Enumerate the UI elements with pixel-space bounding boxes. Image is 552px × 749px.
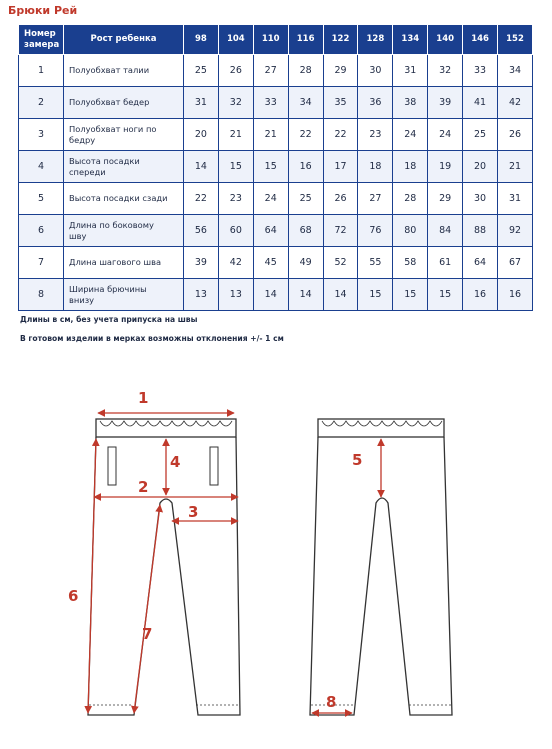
cell-value: 25: [288, 183, 323, 215]
cell-value: 64: [463, 247, 498, 279]
header-size: 128: [358, 25, 393, 55]
cell-value: 15: [218, 151, 253, 183]
cell-value: 14: [253, 279, 288, 311]
cell-value: 42: [498, 87, 533, 119]
cell-value: 16: [498, 279, 533, 311]
cell-value: 67: [498, 247, 533, 279]
parameter-name-line: Полуобхват талии: [69, 65, 150, 75]
cell-parameter-name: [64, 119, 184, 151]
cell-value: 20: [184, 119, 219, 151]
parameter-name-line: Высота посадки сзади: [69, 193, 168, 203]
cell-value: 16: [288, 151, 323, 183]
cell-value: 26: [218, 55, 253, 87]
page-title: Брюки Рей: [8, 4, 78, 17]
cell-measure-number: 1: [19, 55, 64, 87]
cell-value: 28: [288, 55, 323, 87]
pants-front: [88, 419, 240, 715]
cell-value: 26: [498, 119, 533, 151]
cell-value: 31: [498, 183, 533, 215]
cell-value: 31: [184, 87, 219, 119]
note-tolerance: В готовом изделии в мерках возможны отклонения +/- 1 см: [20, 334, 284, 343]
cell-value: 58: [393, 247, 428, 279]
measure-label-2: 2: [138, 478, 149, 496]
header-size: 146: [463, 25, 498, 55]
cell-value: 80: [393, 215, 428, 247]
cell-value: 21: [498, 151, 533, 183]
cell-value: 22: [323, 119, 358, 151]
cell-measure-number: 2: [19, 87, 64, 119]
header-size: 104: [218, 25, 253, 55]
header-size: 98: [184, 25, 219, 55]
measure-label-1: 1: [138, 389, 149, 407]
cell-value: 28: [393, 183, 428, 215]
table-row: [19, 87, 533, 119]
cell-value: 14: [184, 151, 219, 183]
cell-value: 27: [253, 55, 288, 87]
size-table: [18, 24, 533, 311]
cell-measure-number: 5: [19, 183, 64, 215]
measure-label-5: 5: [352, 451, 363, 469]
cell-value: 64: [253, 215, 288, 247]
cell-value: 45: [253, 247, 288, 279]
back-waistband-gathers: [322, 421, 442, 426]
cell-value: 33: [253, 87, 288, 119]
table-row: [19, 279, 533, 311]
cell-value: 14: [288, 279, 323, 311]
header-num-line2: замера: [24, 39, 60, 50]
cell-measure-number: 6: [19, 215, 64, 247]
cell-value: 22: [184, 183, 219, 215]
header-size: 116: [288, 25, 323, 55]
table-row: [19, 215, 533, 247]
cell-value: 16: [463, 279, 498, 311]
cell-value: 39: [184, 247, 219, 279]
header-measure-number: [19, 25, 64, 55]
cell-value: 32: [218, 87, 253, 119]
parameter-name-line: внизу: [69, 294, 95, 305]
cell-value: 18: [393, 151, 428, 183]
parameter-name-line: Длина шагового шва: [69, 257, 162, 267]
front-pants-outline: [88, 437, 240, 715]
pants-drawing: [0, 355, 552, 749]
measure-label-7: 7: [142, 625, 153, 643]
parameter-name-line: Полуобхват ноги по: [69, 123, 157, 134]
cell-value: 84: [428, 215, 463, 247]
cell-value: 18: [358, 151, 393, 183]
parameter-name-line: Длина по боковому: [69, 219, 154, 230]
cell-value: 60: [218, 215, 253, 247]
table-row: [19, 55, 533, 87]
cell-measure-number: 8: [19, 279, 64, 311]
measure-label-8: 8: [326, 693, 337, 711]
cell-value: 36: [358, 87, 393, 119]
cell-value: 22: [288, 119, 323, 151]
measure-line-7: [134, 505, 160, 713]
cell-value: 29: [428, 183, 463, 215]
cell-value: 32: [428, 55, 463, 87]
cell-value: 34: [288, 87, 323, 119]
cell-parameter-name: [64, 279, 184, 311]
cell-value: 29: [323, 55, 358, 87]
parameter-name-line: Высота посадки: [69, 155, 140, 166]
cell-value: 24: [428, 119, 463, 151]
cell-value: 25: [463, 119, 498, 151]
cell-value: 35: [323, 87, 358, 119]
cell-parameter-name: [64, 183, 184, 215]
front-waistband-gathers: [100, 421, 232, 426]
header-size: 122: [323, 25, 358, 55]
cell-value: 92: [498, 215, 533, 247]
cell-value: 55: [358, 247, 393, 279]
cell-value: 61: [428, 247, 463, 279]
table-header-row: [19, 25, 533, 55]
cell-value: 17: [323, 151, 358, 183]
front-left-pocket: [108, 447, 116, 485]
cell-value: 15: [358, 279, 393, 311]
measure-label-4: 4: [170, 453, 181, 471]
cell-value: 19: [428, 151, 463, 183]
front-waistband: [96, 419, 236, 437]
cell-value: 21: [218, 119, 253, 151]
back-measure-lines: [312, 439, 381, 713]
cell-value: 52: [323, 247, 358, 279]
header-size: 134: [393, 25, 428, 55]
header-size: 110: [253, 25, 288, 55]
cell-value: 13: [184, 279, 219, 311]
measure-line-6: [88, 439, 96, 713]
cell-value: 24: [393, 119, 428, 151]
cell-value: 41: [463, 87, 498, 119]
cell-value: 30: [463, 183, 498, 215]
cell-value: 27: [358, 183, 393, 215]
cell-value: 39: [428, 87, 463, 119]
front-right-pocket: [210, 447, 218, 485]
table-row: [19, 151, 533, 183]
cell-value: 76: [358, 215, 393, 247]
parameter-name-line: бедру: [69, 134, 96, 145]
table-row: [19, 247, 533, 279]
measure-label-6: 6: [68, 587, 79, 605]
cell-parameter-name: [64, 247, 184, 279]
cell-value: 72: [323, 215, 358, 247]
cell-value: 49: [288, 247, 323, 279]
cell-parameter-name: [64, 55, 184, 87]
cell-value: 38: [393, 87, 428, 119]
header-size: 140: [428, 25, 463, 55]
cell-value: 88: [463, 215, 498, 247]
cell-value: 15: [253, 151, 288, 183]
back-waistband: [318, 419, 444, 437]
measure-label-3: 3: [188, 503, 199, 521]
cell-parameter-name: [64, 87, 184, 119]
cell-value: 34: [498, 55, 533, 87]
cell-value: 15: [428, 279, 463, 311]
header-size: 152: [498, 25, 533, 55]
cell-measure-number: 4: [19, 151, 64, 183]
front-measure-lines: [88, 413, 238, 713]
cell-value: 30: [358, 55, 393, 87]
parameter-name-line: Полуобхват бедер: [69, 97, 150, 107]
cell-value: 68: [288, 215, 323, 247]
cell-value: 13: [218, 279, 253, 311]
cell-measure-number: 7: [19, 247, 64, 279]
cell-value: 23: [218, 183, 253, 215]
table-row: [19, 183, 533, 215]
header-num-line1: Номер: [24, 28, 56, 39]
cell-value: 23: [358, 119, 393, 151]
cell-value: 42: [218, 247, 253, 279]
cell-measure-number: 3: [19, 119, 64, 151]
cell-value: 26: [323, 183, 358, 215]
parameter-name-line: Ширина брючины: [69, 283, 147, 294]
cell-value: 15: [393, 279, 428, 311]
cell-parameter-name: [64, 215, 184, 247]
parameter-name-line: спереди: [69, 166, 106, 177]
cell-value: 21: [253, 119, 288, 151]
table-row: [19, 119, 533, 151]
cell-value: 33: [463, 55, 498, 87]
cell-value: 56: [184, 215, 219, 247]
cell-value: 31: [393, 55, 428, 87]
cell-parameter-name: [64, 151, 184, 183]
header-child-height: Рост ребенка: [64, 25, 184, 55]
cell-value: 24: [253, 183, 288, 215]
cell-value: 25: [184, 55, 219, 87]
note-units: Длины в см, без учета припуска на швы: [20, 315, 198, 324]
cell-value: 20: [463, 151, 498, 183]
parameter-name-line: шву: [69, 230, 87, 241]
cell-value: 14: [323, 279, 358, 311]
